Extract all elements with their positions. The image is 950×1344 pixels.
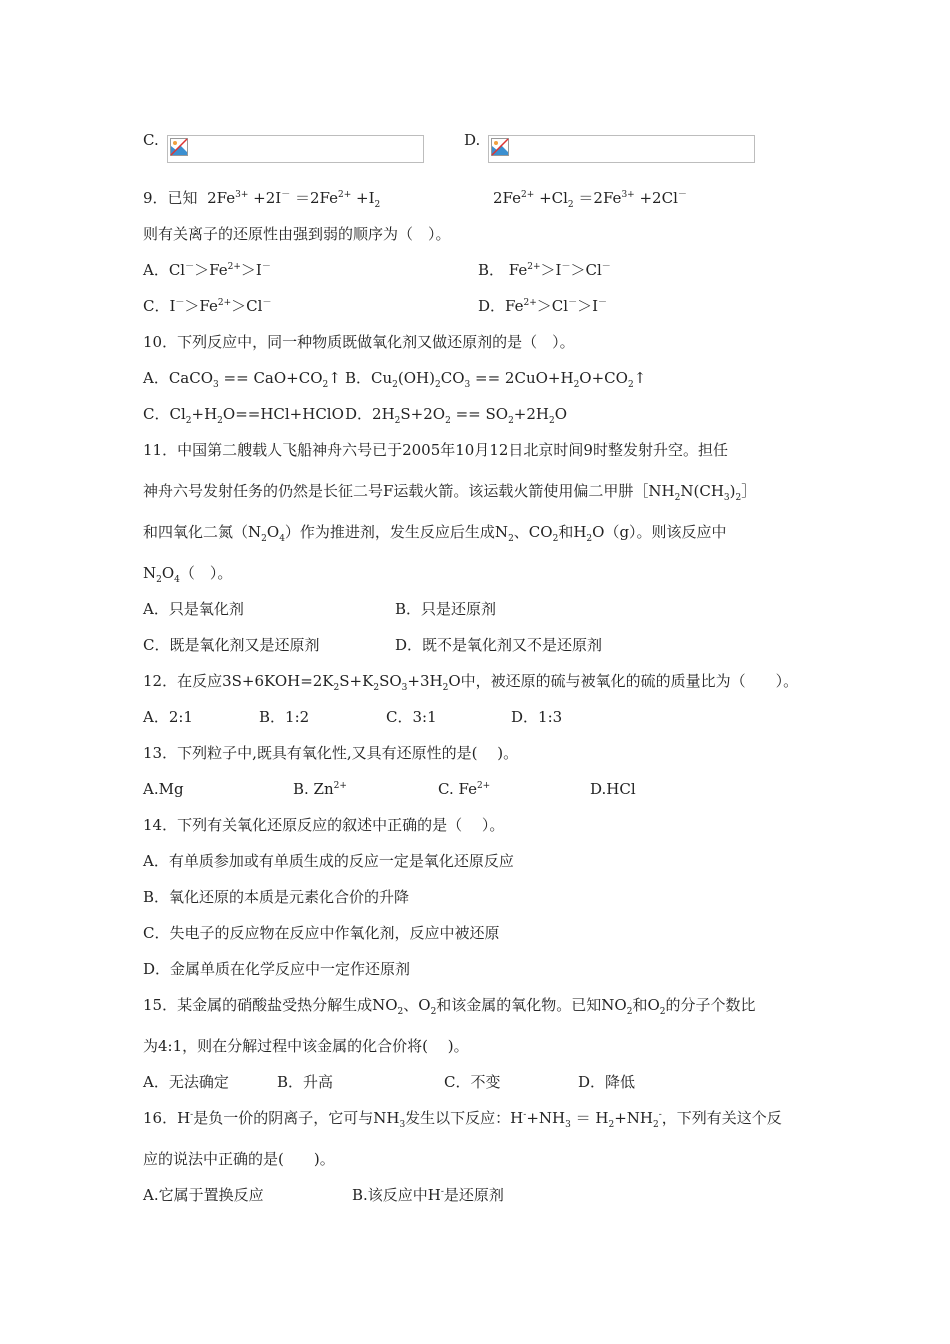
q9-option-c: C．$I^->Fe^{2+}>Cl^-$ (143, 297, 272, 315)
q14-option-c: C．失电子的反应物在反应中作氧化剂，反应中被还原 (143, 924, 500, 942)
q9-stem: 9．已知 $2Fe^{3+} +2I^- =2Fe^{2+} +I_2$ (143, 189, 381, 210)
q16-option-a: A.它属于置换反应 (143, 1186, 264, 1204)
q10-option-d: D．$2H_2S+2O_2 == SO_2+2H_2O$ (345, 405, 568, 426)
q10-option-b: B．$Cu_2(OH)_2CO_3$ == $2CuO+H_2O+CO_2↑$ (345, 369, 647, 390)
q12-option-d: D．1:3 (511, 708, 563, 726)
q10-option-c: C．$Cl_2+H_2O==HCl+HClO$ (143, 405, 344, 426)
q15-option-b: B．升高 (277, 1073, 334, 1091)
q13-option-b: B. $Zn^{2+}$ (293, 780, 347, 798)
q13-stem: 13．下列粒子中,既具有氧化性,又具有还原性的是( )。 (143, 744, 519, 762)
q9-line-2: 则有关离子的还原性由强到弱的顺序为（ ）。 (143, 225, 451, 243)
q16-option-b: B.该反应中H-是还原剂 (352, 1186, 504, 1204)
q16-line-2: 应的说法中正确的是( )。 (143, 1150, 335, 1168)
q15-option-d: D．降低 (578, 1073, 636, 1091)
q9-option-a: A．$Cl^->Fe^{2+}>I^-$ (143, 261, 271, 279)
q11-option-a: A．只是氧化剂 (143, 600, 244, 618)
q15-line-1: 15．某金属的硝酸盐受热分解生成$NO_2$、$O_2$和该金属的氧化物。已知$NO_2$和$O_2$的分子个数比 (143, 996, 756, 1017)
q15-line-2: 为4:1，则在分解过程中该金属的化合价将( )。 (143, 1037, 469, 1055)
q11-line-1: 11．中国第二艘载人飞船神舟六号已于2005年10月12日北京时间9时整发射升空。担任 (143, 441, 728, 459)
q12-option-b: B．1:2 (259, 708, 310, 726)
q11-line-2: 神舟六号发射任务的仍然是长征二号F运载火箭。该运载火箭使用偏二甲肼$[NH_2N(CH_3)_2]$ (143, 482, 757, 503)
q12-stem: 12．在反应$3S+6KOH=2K_2S+K_2SO_3+3H_2O$中，被还原的硫与被氧化的硫的质量比为（ ）。 (143, 672, 799, 693)
broken-image-icon (491, 138, 509, 156)
q14-option-a: A．有单质参加或有单质生成的反应一定是氧化还原反应 (143, 852, 514, 870)
q11-option-d: D．既不是氧化剂又不是还原剂 (395, 636, 603, 654)
q11-option-b: B．只是还原剂 (395, 600, 497, 618)
q16-line-1: 16．H-是负一价的阴离子，它可与$NH_3$发生以下反应：$H^-+NH_3 = H_2+NH_2^-$，下列有关这个反 (143, 1109, 782, 1130)
q14-option-d: D．金属单质在化学反应中一定作还原剂 (143, 960, 411, 978)
q9-equation-1: $2Fe^{3+} +2I^- =2Fe^{2+} +I_2$ (207, 189, 381, 210)
q9-option-b: B． $Fe^{2+}>I^->Cl^-$ (478, 261, 611, 279)
q13-option-d: D.HCl (590, 780, 636, 798)
q10-option-a: A．CaCO$_3$ == $CaO+CO_2↑$ (143, 369, 341, 390)
q13-option-a: A.Mg (143, 780, 184, 798)
q8-option-c-image (167, 135, 424, 163)
q11-line-4: $N_2O_4$（ ）。 (143, 564, 233, 585)
q11-line-3: 和四氧化二氮$(N_2O_4)$作为推进剂，发生反应后生成$N_2$、$CO_2$和$H_2O(g)$。则该反应中 (143, 523, 727, 544)
q11-option-c: C．既是氧化剂又是还原剂 (143, 636, 320, 654)
q14-stem: 14．下列有关氧化还原反应的叙述中正确的是（ ）。 (143, 816, 505, 834)
broken-image-icon (170, 138, 188, 156)
q15-option-a: A．无法确定 (143, 1073, 229, 1091)
q13-option-c: C. $Fe^{2+}$ (438, 780, 491, 798)
q8-option-d-image (488, 135, 755, 163)
q8-option-c-label: C. (143, 131, 159, 149)
q8-option-d-label: D. (464, 131, 481, 149)
q14-option-b: B．氧化还原的本质是元素化合价的升降 (143, 888, 410, 906)
q9-option-d: D．$Fe^{2+}>Cl^->I^-$ (478, 297, 608, 315)
q12-option-c: C．3:1 (386, 708, 437, 726)
q15-option-c: C．不变 (444, 1073, 501, 1091)
q12-option-a: A．2:1 (143, 708, 193, 726)
q10-stem: 10．下列反应中，同一种物质既做氧化剂又做还原剂的是（ ）。 (143, 333, 575, 351)
q9-equation-2: $2Fe^{2+} +Cl_2 =2Fe^{3+} +2Cl^-$ (493, 189, 687, 210)
